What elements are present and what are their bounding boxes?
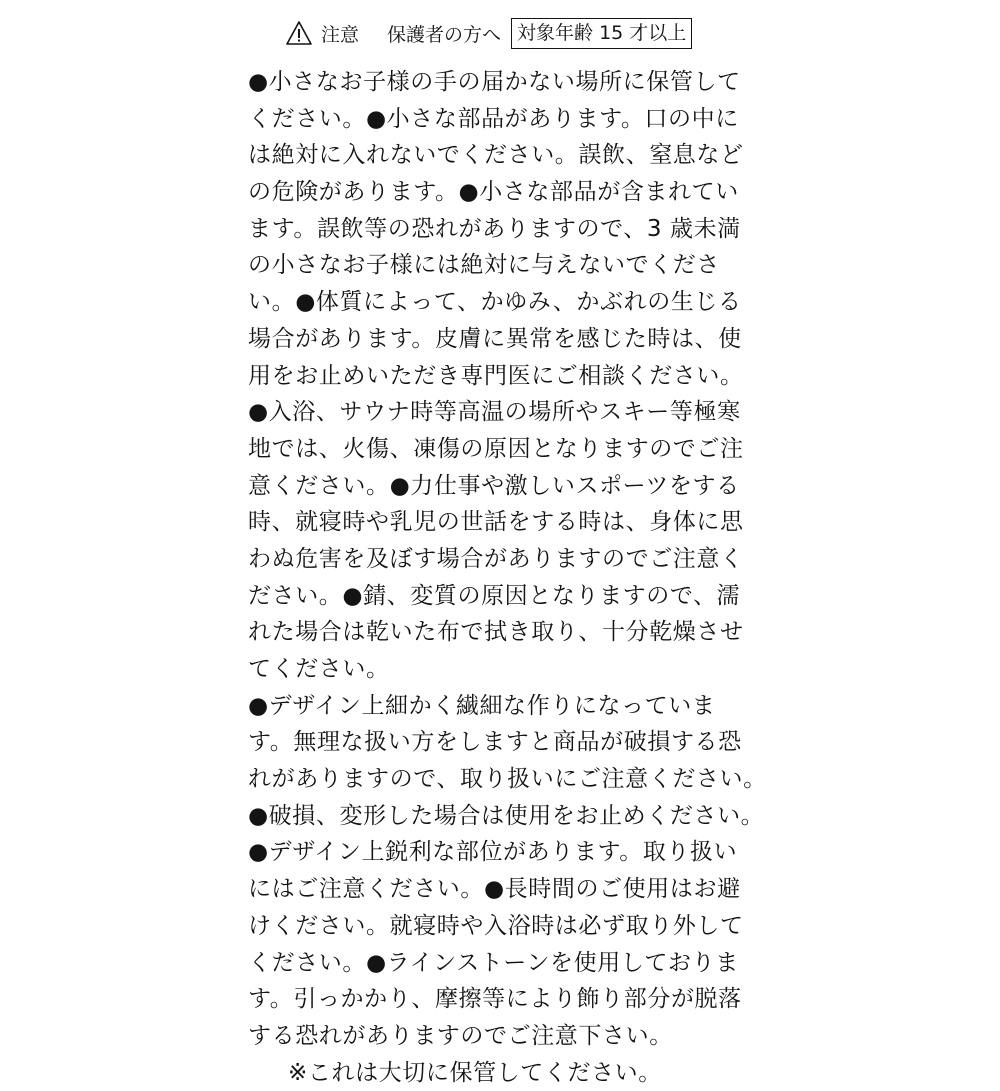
caution-line: てください。 bbox=[248, 656, 390, 682]
caution-line: ●小さなお子様の手の届かない場所に保管して bbox=[248, 69, 741, 95]
age-rating-badge: 対象年齢 15 才以上 bbox=[511, 18, 692, 49]
caution-line: の小さなお子様には絶対に与えないでくださ bbox=[248, 252, 720, 279]
caution-line: 場合があります。皮膚に異常を感じた時は、使 bbox=[248, 325, 742, 352]
caution-line: れた場合は乾いた布で拭き取り、十分乾燥させ bbox=[248, 619, 744, 646]
caution-line: ください。●小さな部品があります。口の中に bbox=[248, 105, 739, 132]
caution-line: 地では、火傷、凍傷の原因となりますのでご注 bbox=[248, 435, 744, 462]
caution-line: ●デザイン上細かく繊細な作りになっていま bbox=[248, 692, 716, 719]
caution-line: ●破損、変形した場合は使用をお止めください。 bbox=[248, 802, 765, 829]
caution-line: ださい。●錆、変質の原因となりますので、濡 bbox=[248, 582, 741, 609]
caution-line: ください。●ラインストーンを使用しておりま bbox=[248, 949, 739, 976]
warning-triangle-icon bbox=[285, 20, 313, 46]
caution-line: けください。就寝時や入浴時は必ず取り外して bbox=[248, 912, 744, 939]
caution-line: い。●体質によって、かゆみ、かぶれの生じる bbox=[248, 289, 742, 316]
storage-footnote: ※これは大切に保管してください。 bbox=[288, 1059, 662, 1086]
caution-line: にはご注意ください。●長時間のご使用はお避 bbox=[248, 876, 741, 903]
caution-line: す。無理な扱い方をしますと商品が破損する恐 bbox=[248, 729, 742, 756]
caution-line: ます。誤飲等の恐れがありますので、3 歳未満 bbox=[248, 215, 741, 242]
caution-line: する恐れがありますのでご注意下さい。 bbox=[248, 1022, 673, 1049]
caution-line: ●デザイン上鋭利な部位があります。取り扱い bbox=[248, 839, 738, 866]
caution-line: の危険があります。●小さな部品が含まれてい bbox=[248, 179, 739, 206]
caution-line: れがありますので、取り扱いにご注意ください。 bbox=[248, 766, 767, 793]
caution-header bbox=[285, 16, 692, 50]
caution-line: ●入浴、サウナ時等高温の場所やスキー等極寒 bbox=[248, 399, 741, 426]
caution-label: 注意 bbox=[321, 23, 360, 46]
guardian-label: 保護者の方へ bbox=[387, 23, 502, 46]
caution-line: 用をお止めいただき専門医にご相談ください。 bbox=[248, 362, 744, 389]
caution-line: は絶対に入れないでください。誤飲、窒息など bbox=[248, 142, 744, 169]
caution-line: 時、就寝時や乳児の世話をする時は、身体に思 bbox=[248, 509, 744, 536]
caution-line: 意ください。●力仕事や激しいスポーツをする bbox=[248, 472, 740, 499]
caution-body bbox=[248, 64, 767, 1091]
caution-line: す。引っかかり、摩擦等により飾り部分が脱落 bbox=[248, 986, 742, 1013]
caution-line: わぬ危害を及ぼす場合がありますのでご注意く bbox=[248, 545, 744, 572]
